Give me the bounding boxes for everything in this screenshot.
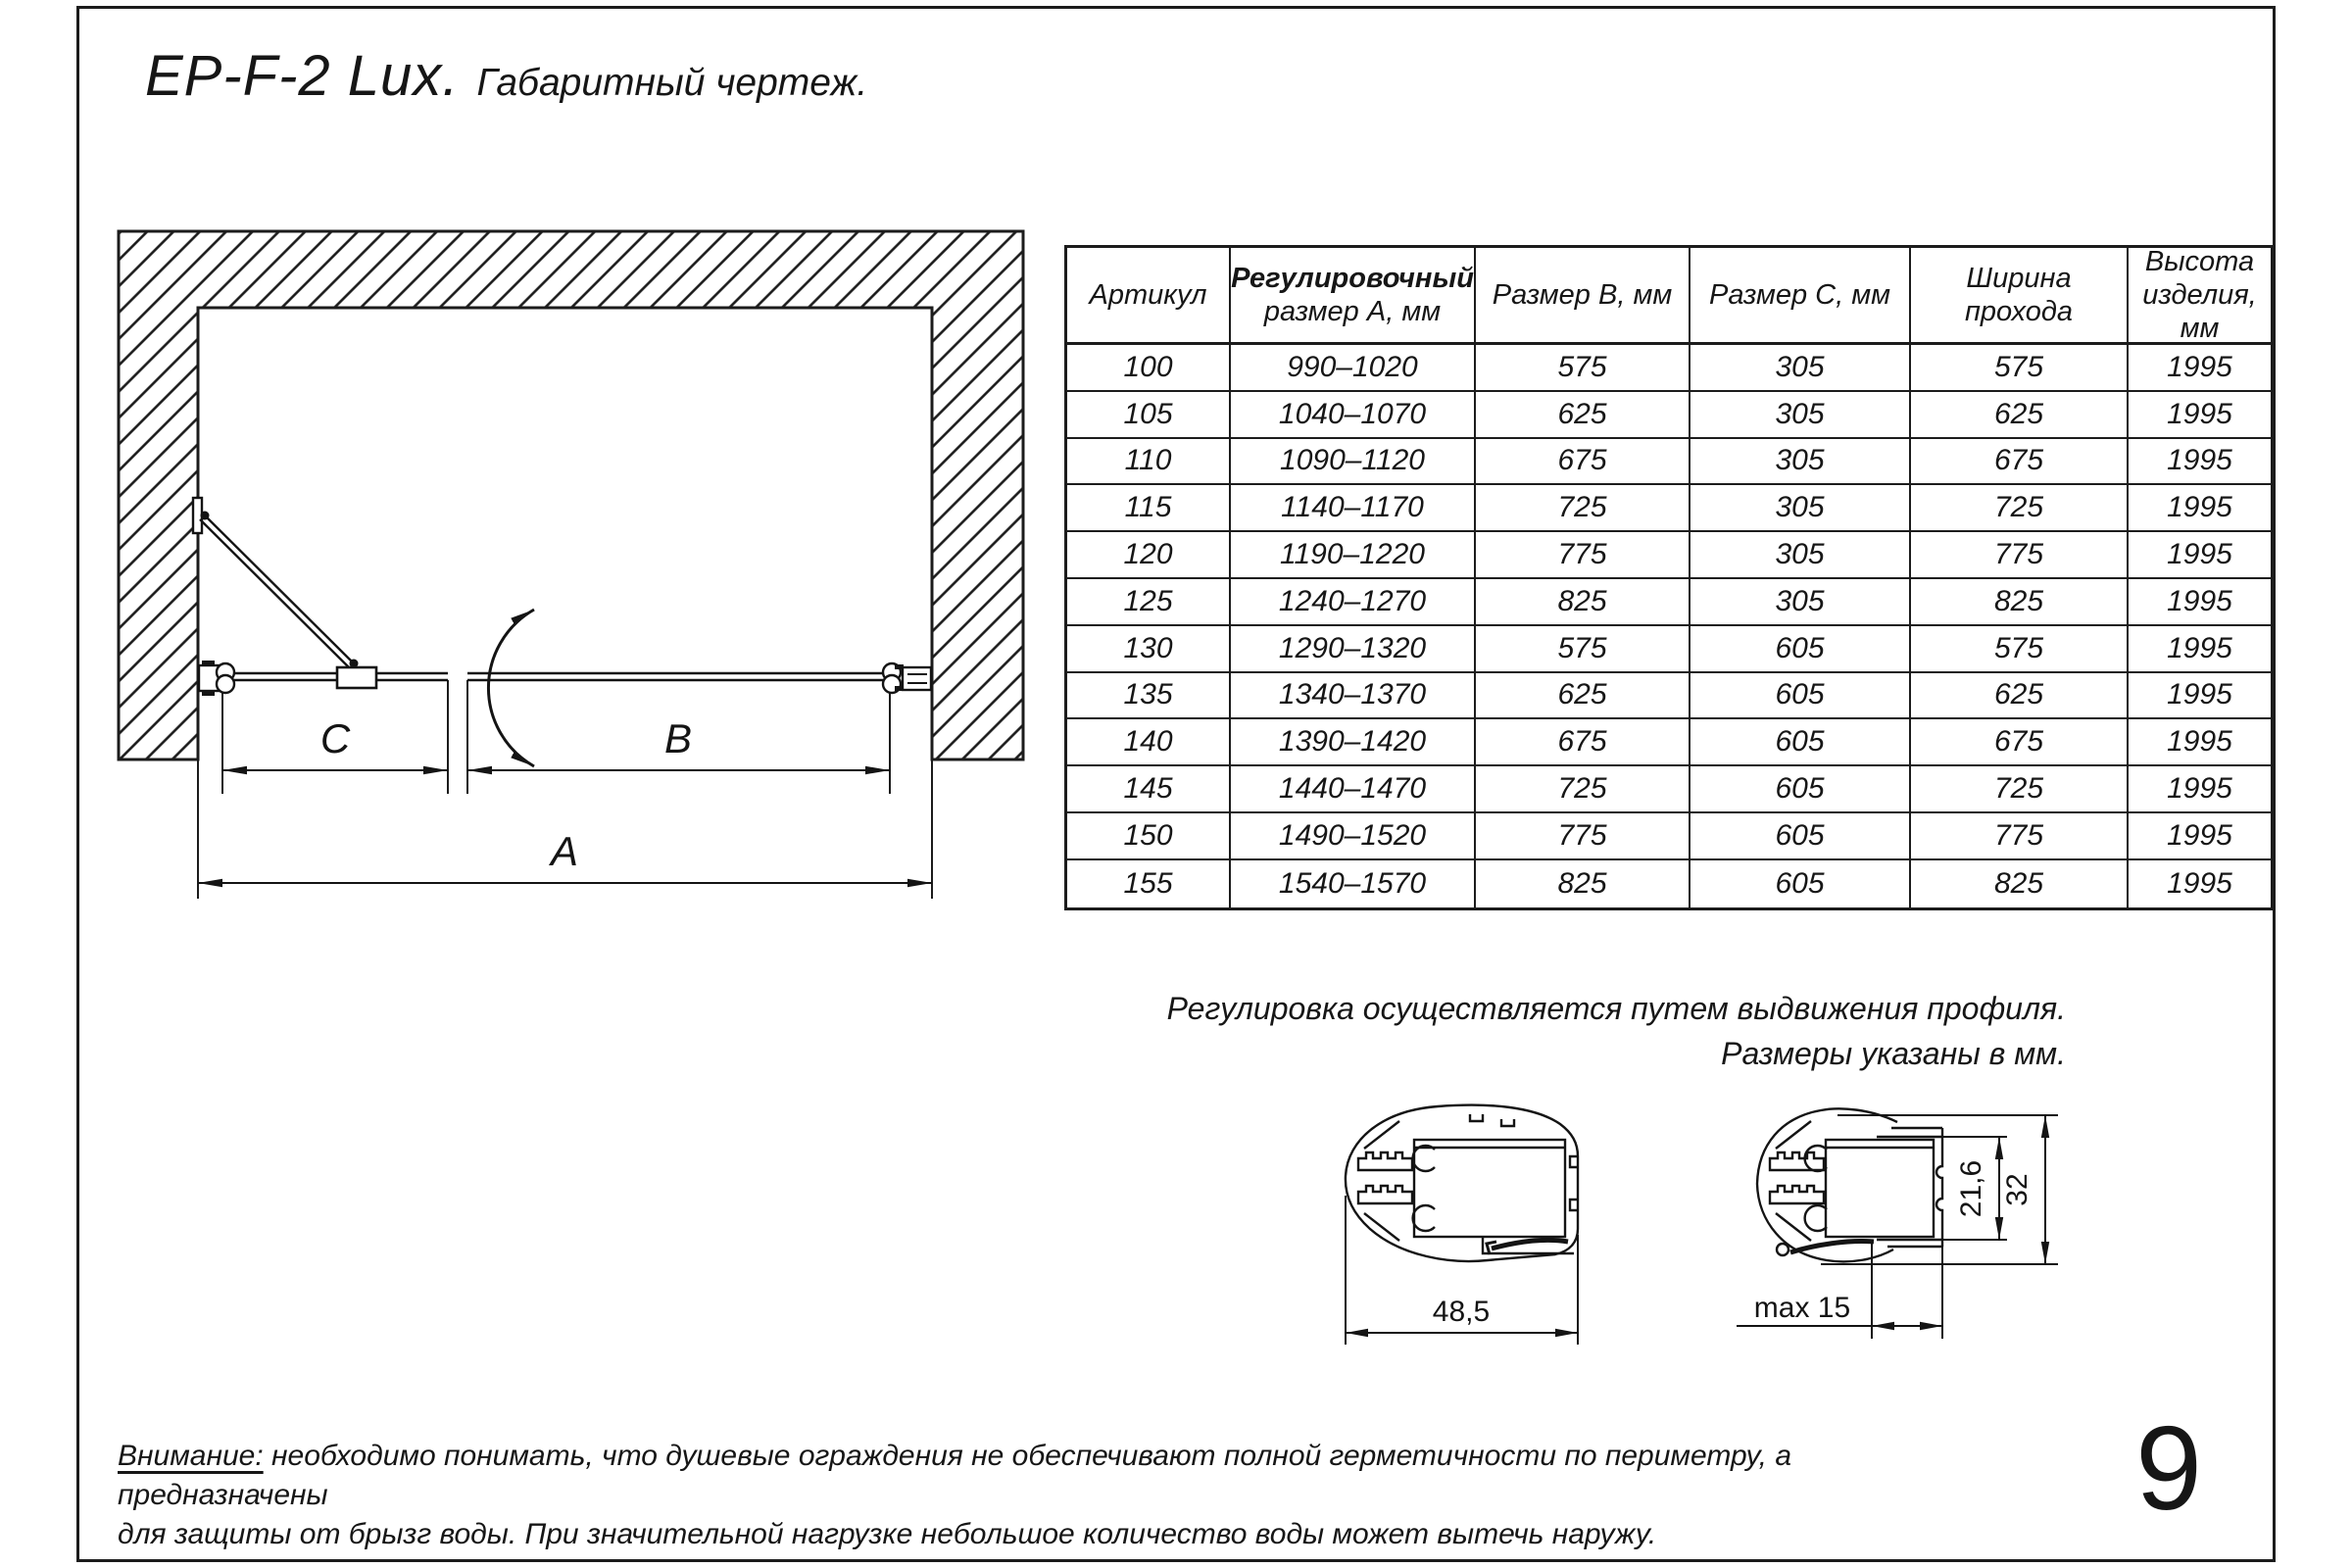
table-cell: 1390–1420 <box>1231 719 1476 766</box>
table-cell: 125 <box>1067 579 1231 626</box>
glass-panels <box>234 673 884 680</box>
table-cell: 605 <box>1690 719 1911 766</box>
table-cell: 675 <box>1476 439 1690 486</box>
table-cell: 725 <box>1911 485 2129 532</box>
table-cell: 1090–1120 <box>1231 439 1476 486</box>
dim-label-32: 32 <box>2001 1173 2034 1206</box>
size-table <box>1064 245 2274 910</box>
table-cell: 605 <box>1690 813 1911 860</box>
table-cell: 1540–1570 <box>1231 860 1476 907</box>
table-cell: 1995 <box>2129 439 2271 486</box>
table-cell: 575 <box>1476 345 1690 392</box>
warning-label: Внимание: <box>118 1440 264 1472</box>
dim-label-a: A <box>550 828 579 874</box>
table-cell: 825 <box>1476 579 1690 626</box>
table-cell: 1040–1070 <box>1231 392 1476 439</box>
col-header-passage <box>1911 248 2129 345</box>
col-header-label: Ширина прохода <box>1964 263 2074 327</box>
plan-drawing <box>98 216 1058 960</box>
dim-label-48-5: 48,5 <box>1432 1296 1491 1328</box>
table-cell: 1240–1270 <box>1231 579 1476 626</box>
table-cell: 1340–1370 <box>1231 673 1476 720</box>
table-cell: 775 <box>1476 813 1690 860</box>
profile-section-closed <box>1346 1105 1578 1261</box>
table-cell: 1190–1220 <box>1231 532 1476 579</box>
table-cell: 1995 <box>2129 532 2271 579</box>
table-cell: 1290–1320 <box>1231 626 1476 673</box>
table-cell: 140 <box>1067 719 1231 766</box>
col-header-label: Размер С, мм <box>1708 279 1890 311</box>
notes <box>1167 986 2066 1076</box>
table-cell: 1995 <box>2129 579 2271 626</box>
note-units: Размеры указаны в мм. <box>1721 1036 2066 1071</box>
table-header <box>1067 248 2271 345</box>
table-cell: 1140–1170 <box>1231 485 1476 532</box>
table-cell: 1995 <box>2129 766 2271 813</box>
note-adjustment: Регулировка осуществляется путем выдвижения профиля. <box>1166 991 2066 1026</box>
hinge-pivot-top <box>201 512 210 520</box>
col-header-size-c <box>1690 248 1911 345</box>
table-cell: 675 <box>1911 439 2129 486</box>
col-header-label: Размер В, мм <box>1492 279 1673 311</box>
warning-line1: необходимо понимать, что душевые ограждения не обеспечивают полной герметичности по периметру, а предназначены <box>118 1440 1792 1511</box>
table-cell: 990–1020 <box>1231 345 1476 392</box>
table-cell: 675 <box>1911 719 2129 766</box>
table-cell: 825 <box>1476 860 1690 907</box>
table-cell: 105 <box>1067 392 1231 439</box>
table-cell: 775 <box>1476 532 1690 579</box>
table-cell: 1995 <box>2129 813 2271 860</box>
profile-sections <box>1343 1098 2097 1392</box>
table-cell: 605 <box>1690 673 1911 720</box>
table-cell: 1440–1470 <box>1231 766 1476 813</box>
table-cell: 605 <box>1690 766 1911 813</box>
page-title <box>145 43 867 109</box>
wall-clamp-left <box>199 661 234 696</box>
table-cell: 775 <box>1911 532 2129 579</box>
col-header-label: Артикул <box>1089 279 1207 311</box>
table-body <box>1067 345 2271 907</box>
table-cell: 110 <box>1067 439 1231 486</box>
table-cell: 625 <box>1911 392 2129 439</box>
table-cell: 1995 <box>2129 392 2271 439</box>
table-cell: 625 <box>1911 673 2129 720</box>
col-header-label: размер А, мм <box>1263 296 1442 327</box>
table-cell: 120 <box>1067 532 1231 579</box>
table-cell: 155 <box>1067 860 1231 907</box>
table-cell: 605 <box>1690 860 1911 907</box>
folding-panel <box>193 498 376 688</box>
table-cell: 305 <box>1690 345 1911 392</box>
door-swing-arc <box>488 610 534 766</box>
table-cell: 575 <box>1911 626 2129 673</box>
table-cell: 825 <box>1911 579 2129 626</box>
warning-line2: для защиты от брызг воды. При значительной нагрузке небольшое количество воды может вытечь наружу. <box>118 1518 1657 1550</box>
table-cell: 150 <box>1067 813 1231 860</box>
model-name: EP-F-2 Lux. <box>145 44 460 108</box>
col-header-height <box>2129 248 2271 345</box>
table-cell: 305 <box>1690 485 1911 532</box>
table-cell: 675 <box>1476 719 1690 766</box>
table-cell: 1995 <box>2129 673 2271 720</box>
col-header-size-a <box>1231 248 1476 345</box>
table-cell: 605 <box>1690 626 1911 673</box>
table-cell: 1995 <box>2129 626 2271 673</box>
table-cell: 1995 <box>2167 866 2232 900</box>
col-header-label: Высота изделия, мм <box>2142 246 2257 344</box>
dim-label-c: C <box>319 715 351 761</box>
profile-section-extended <box>1757 1108 1942 1261</box>
table-cell: 305 <box>1690 579 1911 626</box>
table-cell: 625 <box>1476 673 1690 720</box>
table-cell: 775 <box>1911 813 2129 860</box>
table-cell: 725 <box>1476 485 1690 532</box>
dim-label-max-15: max 15 <box>1753 1292 1851 1324</box>
table-cell: 135 <box>1067 673 1231 720</box>
table-cell: 625 <box>1476 392 1690 439</box>
hinge-block <box>337 667 376 688</box>
dim-label-21-6: 21,6 <box>1955 1159 1987 1218</box>
table-cell: 305 <box>1690 532 1911 579</box>
col-header-size-b <box>1476 248 1690 345</box>
table-cell: 115 <box>1067 485 1231 532</box>
table-cell: 1995 <box>2129 345 2271 392</box>
table-cell: 145 <box>1067 766 1231 813</box>
table-cell: 305 <box>1690 439 1911 486</box>
table-cell: 725 <box>1476 766 1690 813</box>
page-number: 9 <box>2135 1401 2202 1535</box>
table-cell: 130 <box>1067 626 1231 673</box>
table-cell: 575 <box>1911 345 2129 392</box>
table-cell: 305 <box>1690 392 1911 439</box>
table-cell: 725 <box>1911 766 2129 813</box>
dim-label-b: B <box>663 715 693 761</box>
table-cell: 575 <box>1476 626 1690 673</box>
wall-clamp-right <box>883 663 931 693</box>
table-cell: 1995 <box>2129 485 2271 532</box>
table-cell: 1490–1520 <box>1231 813 1476 860</box>
col-header-article <box>1067 248 1231 345</box>
table-cell: 100 <box>1067 345 1231 392</box>
table-cell: 825 <box>1911 860 2129 907</box>
table-cell: 1995 <box>2129 719 2271 766</box>
title-subtitle: Габаритный чертеж. <box>476 62 868 104</box>
warning-text <box>118 1437 1999 1554</box>
col-header-label-bold: Регулировочный <box>1231 263 1474 294</box>
